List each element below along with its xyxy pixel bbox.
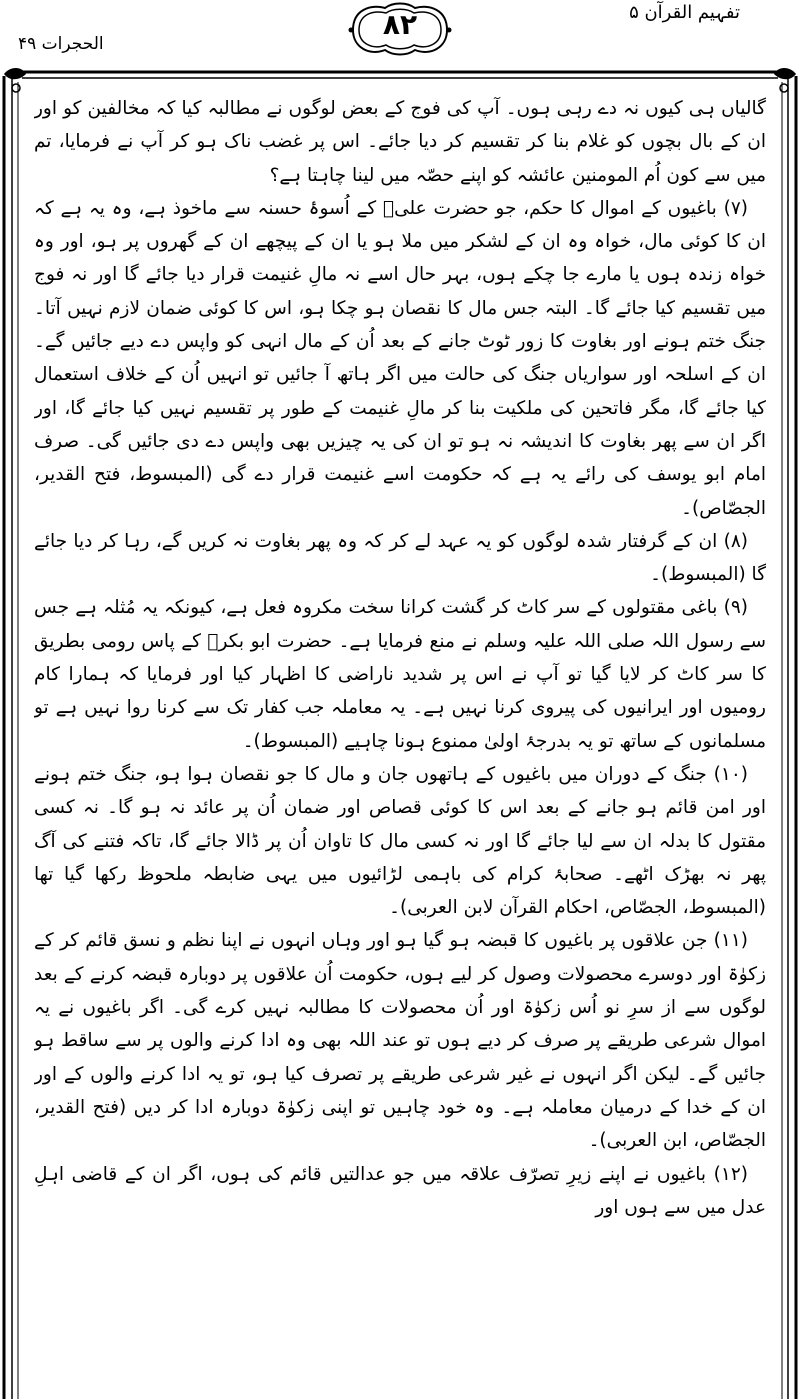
paragraph-9: (۹) باغی مقتولوں کے سر کاٹ کر گشت کرانا سخت مکروہ فعل ہے، کیونکہ یہ مُثلہ ہے جس سے رسول اللہ صلی اللہ علیہ وسلم نے منع فرمایا ہے۔ حضرت ابو بکرؓ کے پاس رومی بطریق کا سر کاٹ کر لایا گیا تو آپ نے اس پر شدید ناراضی کا اظہار کیا اور فرمایا کہ ہمارا کام رومیوں اور ایرانیوں کی پیروی کرنا نہیں ہے۔ یہ معاملہ جب کفار تک سے کرنا روا نہیں ہے تو مسلمانوں کے ساتھ تو یہ بدرجۂ اولیٰ ممنوع ہونا چاہیے (المبسوط)۔	[34, 597, 766, 752]
page-number: ۸۲	[382, 8, 418, 41]
main-text	[34, 92, 766, 1392]
paragraph-10: (۱۰) جنگ کے دوران میں باغیوں کے ہاتھوں جان و مال کا جو نقصان ہوا ہو، جنگ ختم ہونے اور امن قائم ہو جانے کے بعد اس کا کوئی قصاص اور ضمان اُن پر عائد نہ ہو گا۔ نہ کسی مقتول کا بدلہ ان سے لیا جائے گا اور نہ کسی مال کا تاوان اُن پر ڈالا جائے گا، تاکہ فتنے کی آگ پھر نہ بھڑک اٹھے۔ صحابۂ کرام کی باہمی لڑائیوں میں یہی ضابطہ ملحوظ رکھا گیا تھا (المبسوط، الجصّاص، احکام القرآن لابن العربی)۔	[34, 763, 766, 919]
paragraph-11: (۱۱) جن علاقوں پر باغیوں کا قبضہ ہو گیا ہو اور وہاں انہوں نے اپنا نظم و نسق قائم کر کے زکوٰۃ اور دوسرے محصولات وصول کر لیے ہوں، حکومت اُن علاقوں پر دوبارہ قبضہ کرنے کے بعد لوگوں سے از سرِ نو اُس زکوٰۃ اور اُن محصولات کا مطالبہ نہیں کرے گی۔ اگر باغیوں نے یہ اموال شرعی طریقے پر صرف کر دیے ہوں تو عند اللہ بھی وہ ادا کرنے والوں پر سے ساقط ہو جائیں گے۔ لیکن اگر انہوں نے غیر شرعی طریقے پر تصرف کیا ہو، تو یہ ادا کرنے والوں کے اور ان کے خدا کے درمیان معاملہ ہے۔ وہ خود چاہیں تو اپنی زکوٰۃ دوبارہ ادا کر دیں (فتح القدیر، الجصّاص، ابن العربی)۔	[34, 930, 766, 1152]
paragraph-intro: گالیاں ہی کیوں نہ دے رہی ہوں۔ آپ کی فوج کے بعض لوگوں نے مطالبہ کیا کہ مخالفین کو اور ان کے بال بچوں کو غلام بنا کر تقسیم کر دیا جائے۔ اس پر غضب ناک ہو کر آپ نے فرمایا، تم میں سے کون اُم المومنین عائشہ کو اپنے حصّہ میں لینا چاہتا ہے؟	[34, 98, 766, 186]
paragraph-12: (۱۲) باغیوں نے اپنے زیرِ تصرّف علاقہ میں جو عدالتیں قائم کی ہوں، اگر ان کے قاضی اہلِ عدل میں سے ہوں اور	[34, 1163, 766, 1218]
paragraph-7: (۷) باغیوں کے اموال کا حکم، جو حضرت علیؓ کے اُسوۂ حسنہ سے ماخوذ ہے، وہ یہ ہے کہ ان کا کوئی مال، خواہ وہ ان کے لشکر میں ملا ہو یا ان کے پیچھے ان کے گھروں پر ہو، اور وہ خواہ زندہ ہوں یا مارے جا چکے ہوں، بہر حال اسے نہ مالِ غنیمت قرار دیا جائے گا اور نہ فوج میں تقسیم کیا جائے گا۔ البتہ جس مال کا نقصان ہو چکا ہو، اس کا کوئی ضمان لازم نہیں آتا۔ جنگ ختم ہونے اور بغاوت کا زور ٹوٹ جانے کے بعد اُن کے مال انہی کو واپس دے دیے جائیں گے۔ ان کے اسلحہ اور سواریاں جنگ کی حالت میں اگر ہاتھ آ جائیں تو انہیں اُن کے خلاف استعمال کیا جائے گا، مگر فاتحین کی ملکیت بنا کر مالِ غنیمت کے طور پر تقسیم نہیں کیا جائے گا، اور اگر ان سے پھر بغاوت کا اندیشہ نہ ہو تو ان کی یہ چیزیں بھی واپس دے دی جائیں گی۔ صرف امام ابو یوسف کی رائے یہ ہے کہ حکومت اسے غنیمت قرار دے گی (المبسوط، فتح القدیر، الجصّاص)۔	[34, 197, 766, 519]
page-header	[0, 0, 800, 70]
book-title: تفہیم القرآن ۵	[629, 2, 740, 23]
surah-label: الحجرات ۴۹	[18, 34, 104, 54]
paragraph-8: (۸) ان کے گرفتار شدہ لوگوں کو یہ عہد لے کر کہ وہ پھر بغاوت نہ کریں گے، رہا کر دیا جائے گا (المبسوط)۔	[34, 530, 766, 586]
